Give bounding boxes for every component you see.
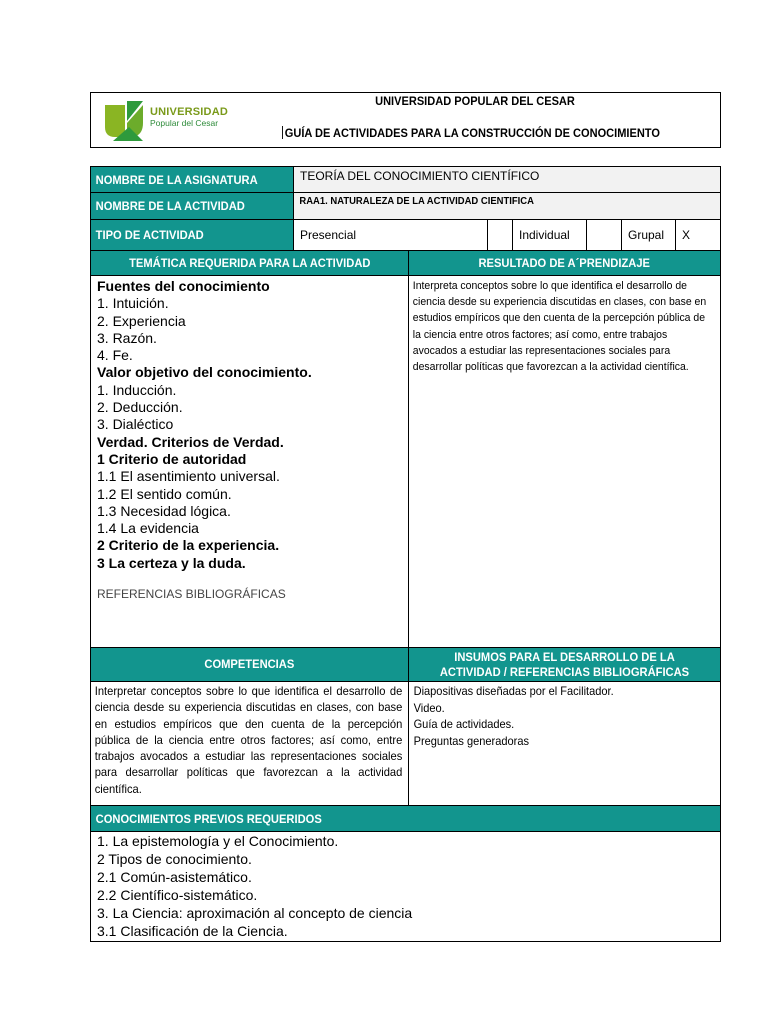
tematica-item: 4. Fe. [97, 347, 133, 364]
tipo-grupal-mark: X [682, 228, 691, 242]
document-subtitle: GUÍA DE ACTIVIDADES PARA LA CONSTRUCCIÓN DE CONOCIMIENTO [282, 126, 660, 140]
actividad-value: RAA1. NATURALEZA DE LA ACTIVIDAD CIENTIFICA [299, 195, 534, 207]
logo-text-popular: Popular del Cesar [150, 118, 219, 128]
tematica-item: 1.4 La evidencia [97, 520, 199, 537]
tematica-item: Verdad. Criterios de Verdad. [97, 433, 284, 450]
tipo-presencial-label: Presencial [300, 228, 357, 242]
tipo-grupal-label: Grupal [628, 228, 665, 242]
tematica-item: Valor objetivo del conocimiento. [97, 364, 312, 381]
tipo-presencial-cell [293, 219, 488, 251]
resultado-content [408, 275, 721, 648]
tematica-item: 3 La certeza y la duda. [97, 554, 246, 571]
previos-item: 3.1 Clasificación de la Ciencia. [97, 923, 288, 939]
previos-item: 2.1 Común-asistemático. [97, 869, 252, 885]
document-title: UNIVERSIDAD POPULAR DEL CESAR [375, 94, 575, 108]
tematica-content [90, 275, 409, 648]
insumos-list [409, 682, 695, 749]
previos-item: 2 Tipos de conocimiento. [97, 851, 252, 867]
insumos-item: Diapositivas diseñadas por el Facilitador. [413, 684, 614, 698]
referencias-label: REFERENCIAS BIBLIOGRÁFICAS [97, 587, 286, 602]
tematica-item: 1. Inducción. [97, 381, 177, 398]
insumos-header: INSUMOS PARA EL DESARROLLO DE LA ACTIVIDAD / REFERENCIAS BIBLIOGRÁFICAS [408, 647, 721, 682]
competencias-content [90, 681, 409, 806]
asignatura-value: TEORÍA DEL CONOCIMIENTO CIENTÍFICO [300, 169, 540, 183]
insumos-item: Video. [413, 700, 445, 715]
tipo-individual-cell [512, 219, 587, 251]
tematica-item: 3. Razón. [97, 329, 157, 346]
actividad-value-cell [293, 192, 721, 220]
tematica-item: 2. Experiencia [97, 312, 186, 329]
tematica-item: 1.2 El sentido común. [97, 485, 232, 502]
tematica-item: 1 Criterio de autoridad [97, 450, 247, 467]
tematica-item: 3. Dialéctico [97, 416, 174, 433]
previos-item: 2.2 Científico-sistemático. [97, 887, 258, 903]
previos-item: 3. La Ciencia: aproximación al concepto de ciencia [97, 905, 413, 921]
previos-header: CONOCIMIENTOS PREVIOS REQUERIDOS [90, 805, 721, 832]
tematica-item: 1.1 El asentimiento universal. [97, 468, 280, 485]
tematica-list [91, 276, 408, 572]
tipo-individual-label: Individual [519, 228, 570, 242]
tematica-item: 2. Deducción. [97, 399, 183, 416]
competencias-header: COMPETENCIAS [90, 647, 409, 682]
asignatura-label-cell: NOMBRE DE LA ASIGNATURA [90, 166, 294, 193]
asignatura-value-cell [293, 166, 721, 193]
tematica-item: 1. Intuición. [97, 295, 169, 312]
tipo-grupal-mark-cell [675, 219, 721, 251]
tematica-item: 1.3 Necesidad lógica. [97, 502, 231, 519]
previos-list [91, 832, 720, 940]
tipo-individual-mark-cell [586, 219, 622, 251]
tipo-grupal-cell [621, 219, 676, 251]
tipo-label-cell: TIPO DE ACTIVIDAD [90, 219, 294, 251]
insumos-content [408, 681, 721, 806]
insumos-item: Preguntas generadoras [413, 733, 529, 748]
tematica-header: TEMÁTICA REQUERIDA PARA LA ACTIVIDAD [90, 250, 409, 276]
tematica-item: 2 Criterio de la experiencia. [97, 537, 280, 554]
tematica-item: Fuentes del conocimiento [97, 278, 270, 294]
competencias-text: Interpretar conceptos sobre lo que identifica el desarrollo de ciencia desde su experiencia discutidas en clases, con base en estudios empíricos que den cuenta de la percepción pública de la ciencia entre otros factores; así como, entre trabajos avocados a estudiar las representaciones sociales para desarrollar políticas que favorezcan a la actividad científica. [94, 684, 403, 796]
actividad-label-cell: NOMBRE DE LA ACTIVIDAD [90, 192, 294, 220]
tipo-presencial-mark-cell [487, 219, 513, 251]
previos-item: 1. La epistemología y el Conocimiento. [97, 833, 339, 849]
resultado-text: Interpreta conceptos sobre lo que identifica el desarrollo de ciencia desde su experiencia discutidas en clases, con base en estudios empíricos que den cuenta de la percepción pública de la ciencia entre otros factores; así como, entre trabajos avocados a estudiar las representaciones sociales para desarrollar políticas que favorezcan a la actividad científica. [412, 280, 707, 374]
logo-text-university: UNIVERSIDAD [150, 106, 228, 118]
resultado-header: RESULTADO DE A´PRENDIZAJE [408, 250, 721, 276]
previos-content [90, 831, 721, 942]
insumos-item: Guía de actividades. [413, 717, 515, 731]
